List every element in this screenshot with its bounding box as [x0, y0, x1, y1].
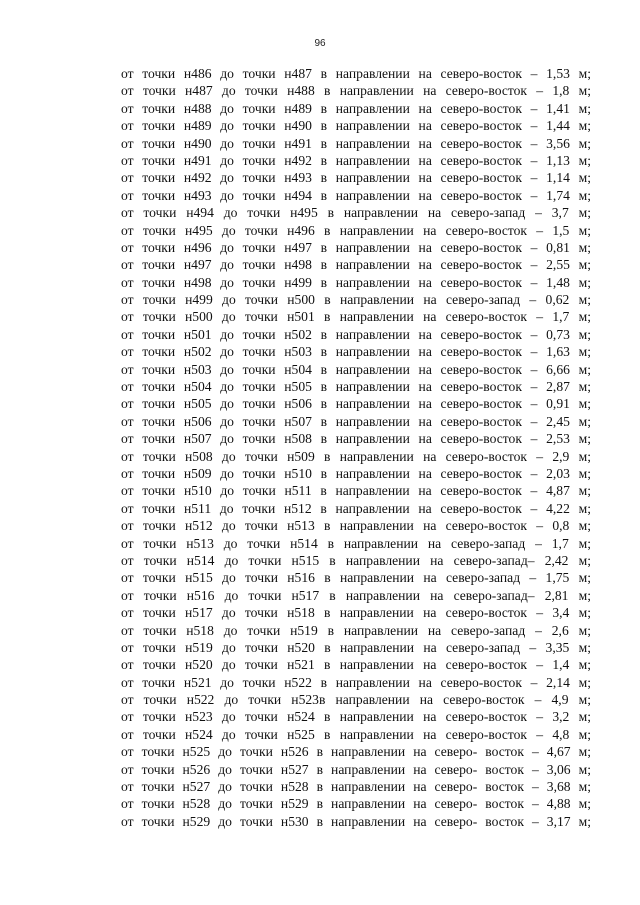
boundary-segment-line: от точки н527 до точки н528 в направлении на северо- восток – 3,68 м; — [121, 779, 591, 795]
boundary-segment-line: от точки н506 до точки н507 в направлении на северо-восток – 2,45 м; — [121, 413, 591, 429]
boundary-segment-line: от точки н494 до точки н495 в направлении на северо-запад – 3,7 м; — [121, 205, 591, 221]
boundary-segment-line: от точки н515 до точки н516 в направлении на северо-запад – 1,75 м; — [121, 570, 591, 586]
boundary-description-list — [121, 65, 591, 830]
boundary-segment-line: от точки н502 до точки н503 в направлении на северо-восток – 1,63 м; — [121, 344, 591, 360]
boundary-segment-line: от точки н489 до точки н490 в направлении на северо-восток – 1,44 м; — [121, 118, 591, 134]
boundary-segment-line: от точки н503 до точки н504 в направлении на северо-восток – 6,66 м; — [121, 361, 591, 377]
boundary-segment-line: от точки н525 до точки н526 в направлении на северо- восток – 4,67 м; — [121, 744, 591, 760]
boundary-segment-line: от точки н521 до точки н522 в направлении на северо-восток – 2,14 м; — [121, 674, 591, 690]
boundary-segment-line: от точки н491 до точки н492 в направлении на северо-восток – 1,13 м; — [121, 152, 591, 168]
boundary-segment-line: от точки н522 до точки н523в направлении на северо-восток – 4,9 м; — [121, 692, 591, 708]
boundary-segment-line: от точки н519 до точки н520 в направлении на северо-запад – 3,35 м; — [121, 639, 591, 655]
boundary-segment-line: от точки н518 до точки н519 в направлении на северо-запад – 2,6 м; — [121, 622, 591, 638]
boundary-segment-line: от точки н495 до точки н496 в направлении на северо-восток – 1,5 м; — [121, 222, 591, 238]
boundary-segment-line: от точки н512 до точки н513 в направлении на северо-восток – 0,8 м; — [121, 518, 591, 534]
boundary-segment-line: от точки н501 до точки н502 в направлении на северо-восток – 0,73 м; — [121, 326, 591, 342]
boundary-segment-line: от точки н488 до точки н489 в направлении на северо-восток – 1,41 м; — [121, 100, 591, 116]
boundary-segment-line: от точки н523 до точки н524 в направлении на северо-восток – 3,2 м; — [121, 709, 591, 725]
boundary-segment-line: от точки н509 до точки н510 в направлении на северо-восток – 2,03 м; — [121, 465, 591, 481]
boundary-segment-line: от точки н520 до точки н521 в направлении на северо-восток – 1,4 м; — [121, 657, 591, 673]
boundary-segment-line: от точки н513 до точки н514 в направлении на северо-запад – 1,7 м; — [121, 535, 591, 551]
boundary-segment-line: от точки н497 до точки н498 в направлении на северо-восток – 2,55 м; — [121, 257, 591, 273]
boundary-segment-line: от точки н498 до точки н499 в направлении на северо-восток – 1,48 м; — [121, 274, 591, 290]
boundary-segment-line: от точки н486 до точки н487 в направлении на северо-восток – 1,53 м; — [121, 66, 591, 81]
boundary-segment-line: от точки н529 до точки н530 в направлении на северо- восток – 3,17 м; — [121, 813, 591, 829]
boundary-segment-line: от точки н510 до точки н511 в направлении на северо-восток – 4,87 м; — [121, 483, 591, 499]
boundary-segment-line: от точки н492 до точки н493 в направлении на северо-восток – 1,14 м; — [121, 170, 591, 186]
boundary-segment-line: от точки н517 до точки н518 в направлении на северо-восток – 3,4 м; — [121, 605, 591, 621]
boundary-segment-line: от точки н528 до точки н529 в направлении на северо- восток – 4,88 м; — [121, 796, 591, 812]
boundary-segment-line: от точки н504 до точки н505 в направлении на северо-восток – 2,87 м; — [121, 379, 591, 395]
boundary-segment-line: от точки н496 до точки н497 в направлении на северо-восток – 0,81 м; — [121, 239, 591, 255]
boundary-segment-line: от точки н490 до точки н491 в направлении на северо-восток – 3,56 м; — [121, 135, 591, 151]
boundary-segment-line: от точки н511 до точки н512 в направлении на северо-восток – 4,22 м; — [121, 500, 591, 516]
boundary-segment-line: от точки н526 до точки н527 в направлении на северо- восток – 3,06 м; — [121, 761, 591, 777]
boundary-segment-line: от точки н505 до точки н506 в направлении на северо-восток – 0,91 м; — [121, 396, 591, 412]
boundary-segment-line: от точки н487 до точки н488 в направлении на северо-восток – 1,8 м; — [121, 83, 591, 99]
boundary-segment-line: от точки н516 до точки н517 в направлении на северо-запад– 2,81 м; — [121, 587, 591, 603]
boundary-segment-line: от точки н507 до точки н508 в направлении на северо-восток – 2,53 м; — [121, 431, 591, 447]
boundary-segment-line: от точки н508 до точки н509 в направлении на северо-восток – 2,9 м; — [121, 448, 591, 464]
boundary-segment-line: от точки н499 до точки н500 в направлении на северо-запад – 0,62 м; — [121, 292, 591, 308]
boundary-segment-line: от точки н493 до точки н494 в направлении на северо-восток – 1,74 м; — [121, 187, 591, 203]
page-number: 96 — [314, 38, 326, 49]
boundary-segment-line: от точки н514 до точки н515 в направлении на северо-запад– 2,42 м; — [121, 552, 591, 568]
boundary-segment-line: от точки н500 до точки н501 в направлении на северо-восток – 1,7 м; — [121, 309, 591, 325]
boundary-segment-line: от точки н524 до точки н525 в направлении на северо-восток – 4,8 м; — [121, 726, 591, 742]
